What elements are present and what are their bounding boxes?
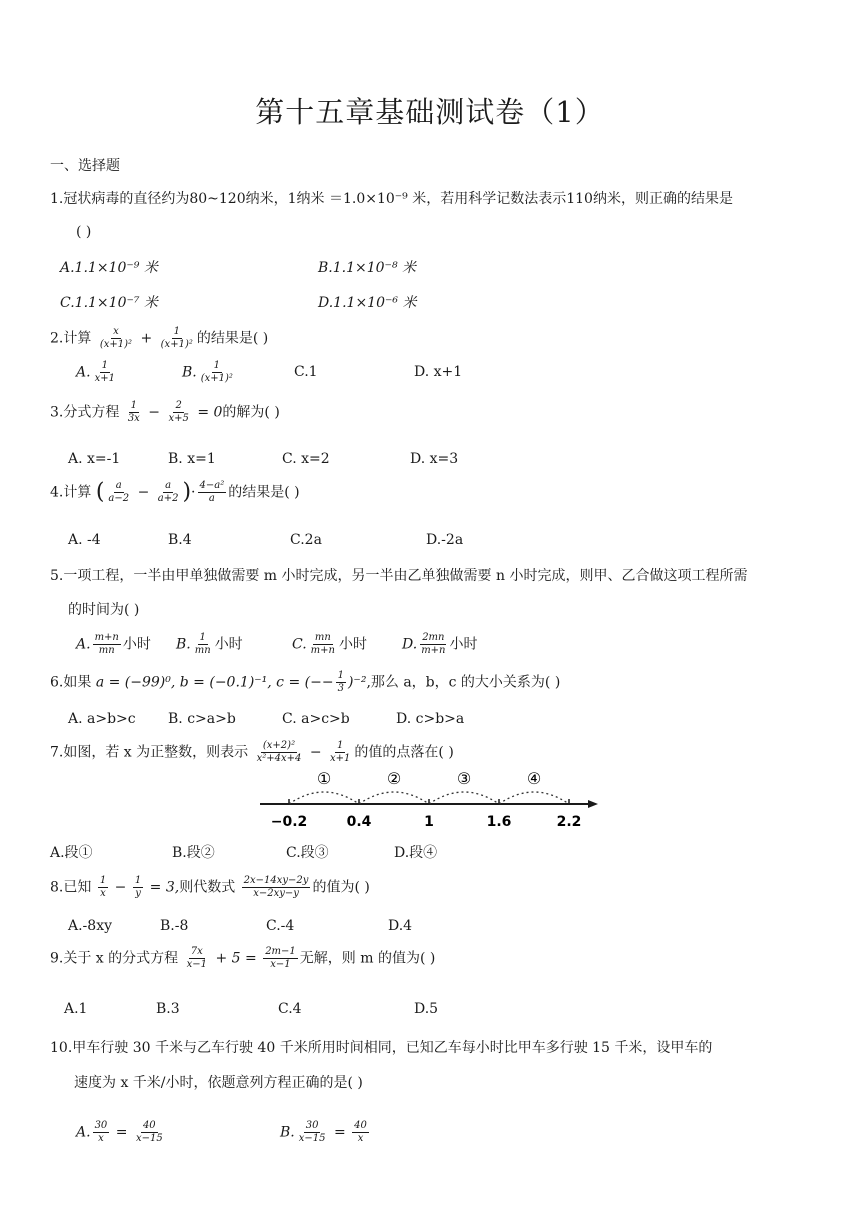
question-7-stem [50,740,454,765]
question-6-stem [50,670,560,695]
question-3-option-a: A. x=-1 [68,451,121,467]
segment-arc-3 [429,792,499,804]
operator: − [309,744,322,761]
question-4-fraction-2 [156,480,181,505]
question-3-fraction-1 [126,400,142,425]
fraction-denominator: x+1 [330,753,351,764]
left-paren: ( [95,479,105,505]
question-4-suffix: 的结果是( ) [228,484,300,501]
operator: + 5 = [215,950,257,967]
question-6-option-b: B. c>a>b [168,711,236,727]
question-9-option-c: C.4 [278,1001,302,1017]
option-label: C. [292,636,307,653]
option-label: A. [76,364,91,381]
fraction-denominator: x−1 [270,959,291,970]
fraction-numerator: (x+2)² [262,740,296,751]
question-4-stem [50,480,300,505]
question-7-prefix: 7.如图，若 x 为正整数，则表示 [50,744,249,761]
operator: − [137,484,150,501]
option-fraction [193,632,213,657]
option-label: B. [176,636,191,653]
fraction-denominator: a [208,493,215,504]
question-4-option-d: D.-2a [426,532,464,548]
question-8-middle: 则代数式 [179,879,236,896]
question-9-fraction-2 [263,946,298,971]
question-5-option-d [402,632,478,657]
question-6-suffix: ,那么 a，b，c 的大小关系为( ) [366,674,561,691]
option-label: D. [402,636,418,653]
tick-label-2: 0.4 [346,814,372,830]
fraction-numerator: 2m−1 [265,946,296,957]
dot-operator: · [191,484,196,501]
fraction-numerator: 40 [142,1120,156,1131]
question-8-option-d: D.4 [388,918,413,934]
fraction-numerator: 1 [199,632,206,643]
question-7-suffix: 的值的点落在( ) [354,744,454,761]
segment-label-4: ④ [526,769,542,788]
fraction-denominator: x−2xy−y [253,888,299,899]
segment-arc-2 [359,792,429,804]
page-title: 第十五章基础测试卷（1） [255,95,605,129]
section-heading: 一、选择题 [50,158,120,174]
question-8-option-a: A.-8xy [68,918,113,934]
question-1-option-a: A.1.1×10⁻⁹ 米 [60,260,158,276]
segment-label-1: ① [316,769,332,788]
fraction-denominator: mn [98,645,115,656]
fraction-numerator: x [113,326,119,337]
number-line-figure [258,766,604,830]
option-fraction-left [93,1120,110,1145]
fraction-denominator: (x+1)² [160,339,193,350]
segment-label-2: ② [386,769,402,788]
question-5-stem-2: 的时间为( ) [68,602,140,618]
fraction-denominator: x−15 [298,1133,326,1144]
question-10-option-b [280,1120,371,1145]
equals-three: = 3, [149,879,180,896]
option-fraction [199,360,235,385]
question-9-option-d: D.5 [414,1001,439,1017]
fraction-numerator: 7x [190,946,203,957]
tick-label-4: 1.6 [486,814,512,830]
fraction-numerator: 30 [94,1120,108,1131]
fraction-numerator: a [165,480,172,491]
question-2-option-d: D. x+1 [414,364,463,380]
question-3-fraction-2 [166,400,190,425]
question-9-fraction-1 [185,946,209,971]
fraction-numerator: 1 [337,670,344,681]
fraction-denominator: x+5 [168,413,189,424]
question-8-stem [50,875,370,900]
segment-label-3: ③ [456,769,472,788]
fraction-numerator: 1 [101,360,108,371]
question-6-prefix: 6.如果 [50,674,92,691]
question-7-fraction-1 [255,740,304,765]
question-9-option-a: A.1 [64,1001,88,1017]
fraction-denominator: m+n [310,645,335,656]
fraction-numerator: mn [314,632,331,643]
question-4-option-b: B.4 [168,532,192,548]
fraction-numerator: 2mn [422,632,445,643]
fraction-denominator: m+n [421,645,446,656]
question-9-stem [50,946,435,971]
option-fraction-right [134,1120,165,1145]
question-8-fraction-1 [98,875,108,900]
tick-label-1: −0.2 [270,814,308,830]
unit-label: 小时 [214,636,243,653]
fraction-numerator: 40 [354,1120,367,1131]
question-3-option-b: B. x=1 [168,451,216,467]
equals-sign: = [333,1124,346,1141]
fraction-denominator: x+1 [94,373,115,384]
question-5-option-a [76,632,151,657]
question-8-option-c: C.-4 [266,918,295,934]
fraction-denominator: 3 [337,683,344,694]
question-3-suffix: 的解为( ) [222,404,280,421]
segment-arc-4 [499,792,569,804]
option-label: A. [76,1124,91,1141]
question-6-option-c: C. a>c>b [282,711,350,727]
question-7-option-a: A.段① [50,845,93,861]
option-fraction-left [297,1120,328,1145]
question-4-option-a: A. -4 [68,532,101,548]
operator: − [148,404,161,421]
question-3-option-c: C. x=2 [282,451,330,467]
fraction-numerator: 4−a² [199,480,225,491]
question-6-option-a: A. a>b>c [68,711,136,727]
question-2-option-c: C.1 [294,364,318,380]
question-6-exponent: )⁻² [347,674,367,691]
tick-label-5: 2.2 [556,814,582,830]
question-7-fraction-2 [328,740,352,765]
question-10-option-a [76,1120,167,1145]
fraction-denominator: y [135,888,141,899]
fraction-denominator: x [98,1133,104,1144]
question-9-suffix: 无解，则 m 的值为( ) [299,950,436,967]
question-8-fraction-2 [133,875,143,900]
unit-label: 小时 [338,636,367,653]
question-1-option-b: B.1.1×10⁻⁸ 米 [318,260,416,276]
fraction-numerator: a [115,480,122,491]
fraction-numerator: 1 [173,326,180,337]
option-label: A. [76,636,91,653]
operator: + [140,330,153,347]
option-fraction [93,632,121,657]
fraction-numerator: 30 [305,1120,319,1131]
question-2-option-b [182,360,237,385]
question-7-option-c: C.段③ [286,845,329,861]
question-6-expression: a = (−99)⁰, b = (−0.1)⁻¹, c = (−− [95,674,334,691]
question-9-prefix: 9.关于 x 的分式方程 [50,950,179,967]
question-2-suffix: 的结果是( ) [196,330,269,347]
question-1-option-c: C.1.1×10⁻⁷ 米 [60,295,158,311]
question-9-option-b: B.3 [156,1001,180,1017]
question-6-fraction [336,670,346,695]
fraction-numerator: 1 [134,875,142,886]
question-4-fraction-1 [106,480,131,505]
fraction-numerator: 1 [99,875,107,886]
option-label: B. [280,1124,295,1141]
question-5-option-b [176,632,243,657]
equals-sign: = [115,1124,128,1141]
question-3-prefix: 3.分式方程 [50,404,120,421]
question-2-prefix: 2.计算 [50,330,92,347]
equals-zero: = 0 [197,404,223,421]
unit-label: 小时 [449,636,478,653]
option-fraction-right [352,1120,369,1145]
fraction-numerator: 1 [337,740,344,751]
question-8-prefix: 8.已知 [50,879,92,896]
question-3-option-d: D. x=3 [410,451,459,467]
question-10-stem-2: 速度为 x 千米/小时，依题意列方程正确的是( ) [74,1075,363,1091]
fraction-denominator: (x+1)² [99,339,133,350]
fraction-denominator: x [357,1133,364,1144]
question-4-fraction-3 [198,480,227,505]
fraction-denominator: mn [194,645,211,656]
fraction-denominator: x²+4x+4 [256,753,302,764]
option-label: B. [182,364,197,381]
question-8-fraction-3 [242,875,311,900]
question-4-option-c: C.2a [290,532,322,548]
operator: − [114,879,127,896]
fraction-numerator: 1 [130,400,137,411]
question-3-stem [50,400,280,425]
fraction-numerator: m+n [94,632,119,643]
question-4-prefix: 4.计算 [50,484,92,501]
question-2-stem [50,326,268,351]
question-7-option-b: B.段② [172,845,215,861]
fraction-numerator: 1 [213,360,221,371]
question-1-option-d: D.1.1×10⁻⁶ 米 [318,295,417,311]
question-7-option-d: D.段④ [394,845,438,861]
option-fraction [419,632,447,657]
fraction-denominator: a+2 [157,493,179,504]
fraction-numerator: 2 [175,400,182,411]
fraction-numerator: 2x−14xy−2y [243,875,309,886]
segment-arc-1 [289,792,359,804]
option-fraction [309,632,337,657]
right-paren: ) [182,479,192,505]
number-line-arrow [588,800,598,808]
question-5-option-c [292,632,367,657]
option-fraction [93,360,117,385]
question-6-option-d: D. c>b>a [396,711,465,727]
question-1-paren: ( ) [76,224,92,240]
fraction-denominator: x [100,888,106,899]
question-2-fraction-1 [98,326,134,351]
unit-label: 小时 [122,636,151,653]
question-5-stem: 5.一项工程，一半由甲单独做需要 m 小时完成，另一半由乙单独做需要 n 小时完成，则甲、乙合做这项工程所需 [50,568,748,584]
question-8-option-b: B.-8 [160,918,189,934]
tick-label-3: 1 [424,814,434,830]
fraction-denominator: 3x [127,413,140,424]
fraction-denominator: x−15 [135,1133,163,1144]
fraction-denominator: a−2 [108,493,130,504]
question-10-stem: 10.甲车行驶 30 千米与乙车行驶 40 千米所用时间相同，已知乙车每小时比甲车多行驶 15 千米，设甲车的 [50,1040,713,1056]
question-2-option-a [76,360,119,385]
fraction-denominator: x−1 [186,959,207,970]
question-2-fraction-2 [159,326,195,351]
question-1-stem: 1.冠状病毒的直径约为80~120纳米，1纳米 ＝1.0×10⁻⁹ 米，若用科学记数法表示110纳米，则正确的结果是 [50,191,733,207]
question-8-suffix: 的值为( ) [312,879,370,896]
fraction-denominator: (x+1)² [200,373,233,384]
